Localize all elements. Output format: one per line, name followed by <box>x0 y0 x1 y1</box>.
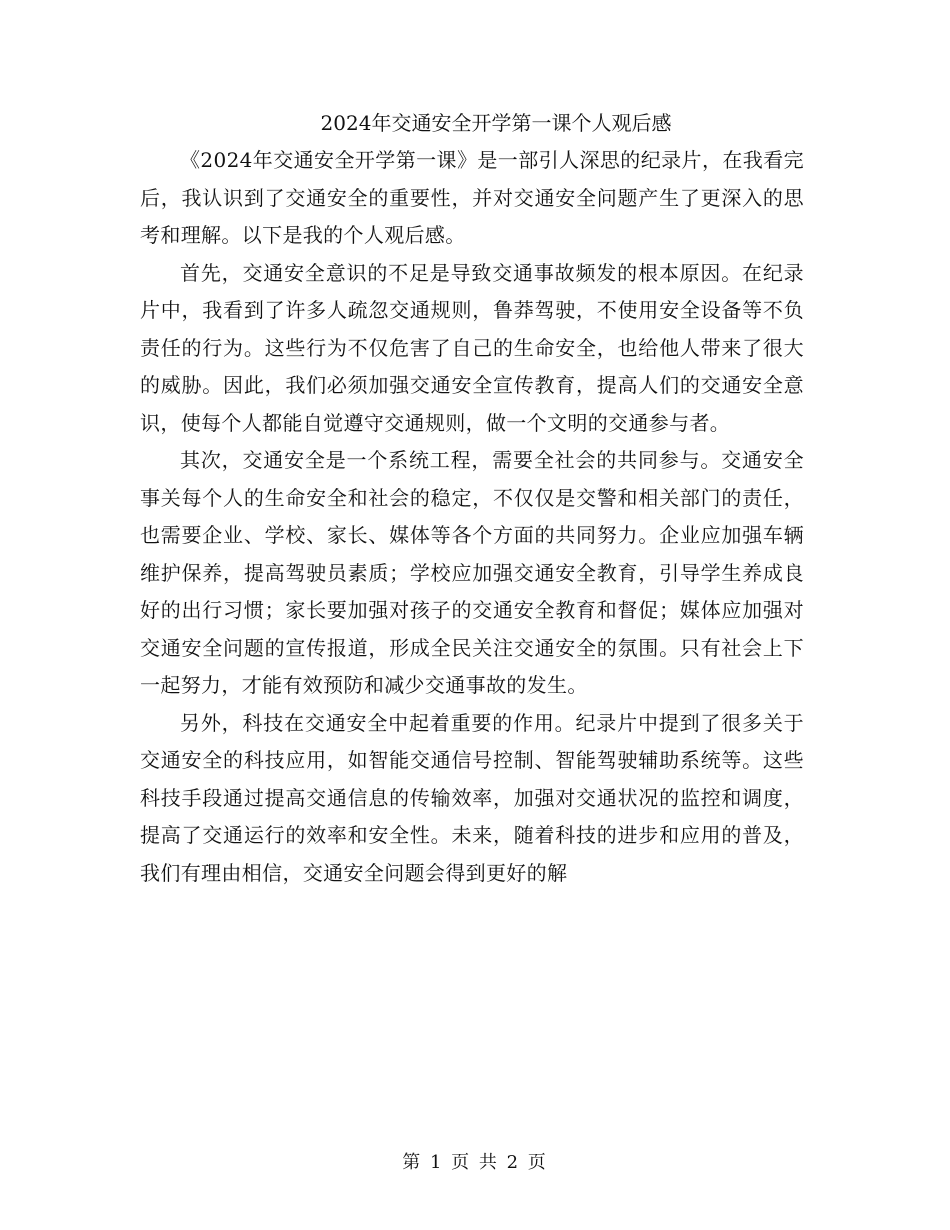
paragraph-first: 首先，交通安全意识的不足是导致交通事故频发的根本原因。在纪录片中，我看到了许多人疏忽交通规则，鲁莽驾驶，不使用安全设备等不负责任的行为。这些行为不仅危害了自己的生命安全，也给他人带来了很大的威胁。因此，我们必须加强交通安全宣传教育，提高人们的交通安全意识，使每个人都能自觉遵守交通规则，做一个文明的交通参与者。 <box>140 260 804 435</box>
page-number-footer: 第 1 页 共 2 页 <box>402 1152 548 1173</box>
document-title: 2024年交通安全开学第一课个人观后感 <box>320 111 672 135</box>
document-body <box>140 106 804 892</box>
paragraph-second: 其次，交通安全是一个系统工程，需要全社会的共同参与。交通安全事关每个人的生命安全和社会的稳定，不仅仅是交警和相关部门的责任，也需要企业、学校、家长、媒体等各个方面的共同努力。企业应加强车辆维护保养，提高驾驶员素质；学校应加强交通安全教育，引导学生养成良好的出行习惯；家长要加强对孩子的交通安全教育和督促；媒体应加强对交通安全问题的宣传报道，形成全民关注交通安全的氛围。只有社会上下一起努力，才能有效预防和减少交通事故的发生。 <box>140 448 804 697</box>
paragraph-intro: 《2024年交通安全开学第一课》是一部引人深思的纪录片，在我看完后，我认识到了交通安全的重要性，并对交通安全问题产生了更深入的思考和理解。以下是我的个人观后感。 <box>140 148 804 247</box>
paragraph-third: 另外，科技在交通安全中起着重要的作用。纪录片中提到了很多关于交通安全的科技应用，如智能交通信号控制、智能驾驶辅助系统等。这些科技手段通过提高交通信息的传输效率，加强对交通状况的监控和调度，提高了交通运行的效率和安全性。未来，随着科技的进步和应用的普及，我们有理由相信，交通安全问题会得到更好的解 <box>140 710 804 885</box>
